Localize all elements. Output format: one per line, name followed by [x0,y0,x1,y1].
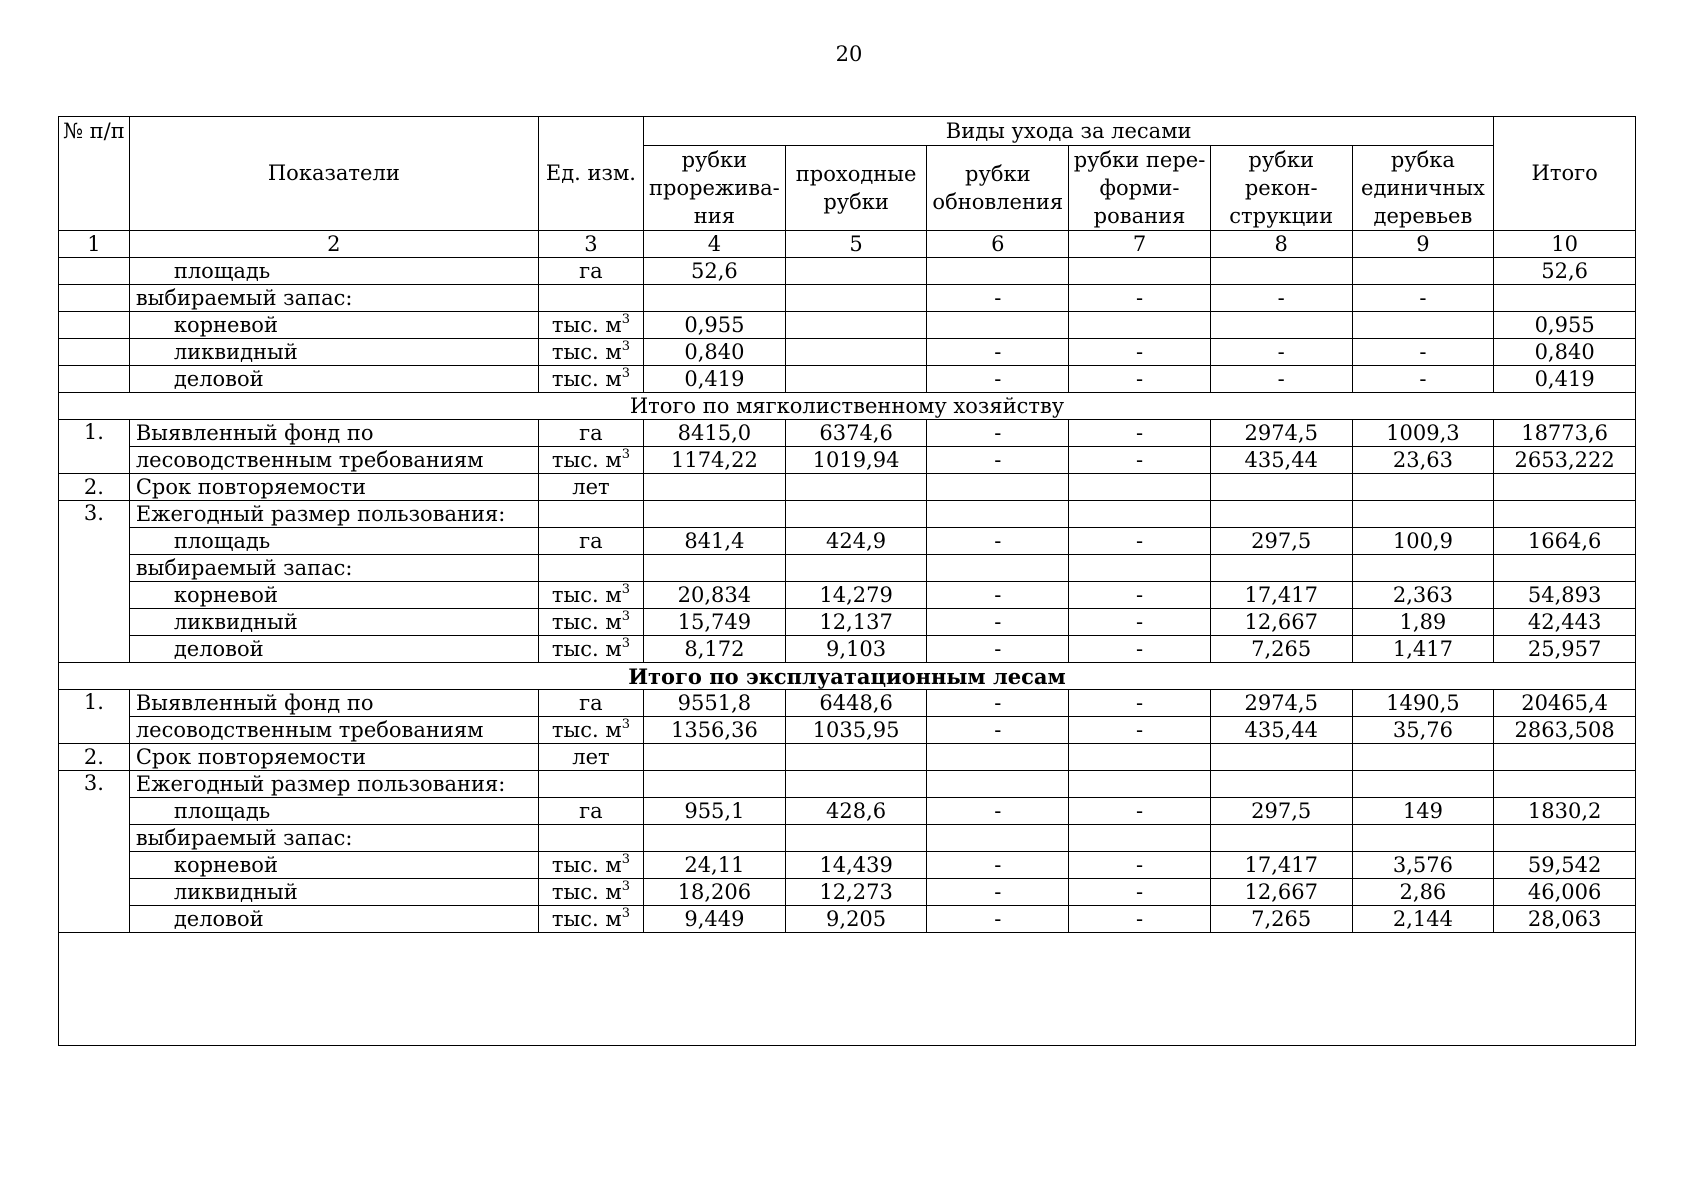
unit-text: тыс. м [551,636,622,661]
value-cell: 1830,2 [1494,798,1636,825]
table-row [59,771,1636,798]
col-number: 6 [927,231,1069,258]
indicator-label: ликвидный [129,609,538,636]
unit-text: тыс. м [551,906,622,931]
value-cell: - [1069,528,1211,555]
value-cell: 955,1 [644,798,786,825]
value-cell: 14,439 [785,852,927,879]
value-cell [1352,771,1494,798]
value-cell [785,501,927,528]
value-cell [1352,825,1494,852]
value-cell: 35,76 [1352,717,1494,744]
table-row [59,366,1636,393]
value-cell: 3,576 [1352,852,1494,879]
value-cell: 1664,6 [1494,528,1636,555]
indicator-label: выбираемый запас: [129,555,538,582]
unit-superscript: 3 [621,581,630,597]
unit-cell [538,447,643,474]
value-cell: 1,89 [1352,609,1494,636]
value-cell [927,744,1069,771]
value-cell: 0,840 [1494,339,1636,366]
value-cell [1069,258,1211,285]
value-cell: 9,103 [785,636,927,663]
value-cell: - [1069,285,1211,312]
table-row [59,258,1636,285]
header-indicators: Показатели [129,117,538,231]
indicator-label: деловой [129,636,538,663]
indicator-label: Ежегодный размер пользования: [129,501,538,528]
unit-superscript: 3 [621,878,630,894]
value-cell: 23,63 [1352,447,1494,474]
value-cell [927,501,1069,528]
value-cell [785,366,927,393]
table-row [59,582,1636,609]
value-cell: 8,172 [644,636,786,663]
value-cell: 54,893 [1494,582,1636,609]
value-cell: 6448,6 [785,690,927,717]
page-number: 20 [835,42,863,66]
indicator-label: деловой [129,906,538,933]
col-number: 9 [1352,231,1494,258]
unit-superscript: 3 [621,446,630,462]
table-row [59,744,1636,771]
value-cell: - [1069,609,1211,636]
unit-text: тыс. м [551,366,622,391]
value-cell: - [1210,285,1352,312]
unit-text: тыс. м [551,312,622,337]
indicator-label: выбираемый запас: [129,285,538,312]
value-cell [644,474,786,501]
value-cell: 2,144 [1352,906,1494,933]
value-cell: - [927,339,1069,366]
unit-superscript: 3 [621,905,630,921]
value-cell: - [1069,798,1211,825]
value-cell: - [927,582,1069,609]
value-cell: 100,9 [1352,528,1494,555]
unit-cell [538,312,643,339]
header-col-passing: проходные рубки [785,146,927,231]
value-cell [1494,744,1636,771]
value-cell [644,744,786,771]
value-cell [1210,555,1352,582]
value-cell: - [1069,879,1211,906]
col-number: 5 [785,231,927,258]
unit-text: тыс. м [551,852,622,877]
value-cell: 435,44 [1210,447,1352,474]
value-cell: - [1069,339,1211,366]
unit-superscript: 3 [621,338,630,354]
value-cell: 1019,94 [785,447,927,474]
unit-superscript: 3 [621,311,630,327]
value-cell [927,771,1069,798]
unit-superscript: 3 [621,716,630,732]
row-number [59,366,130,393]
value-cell [1352,474,1494,501]
value-cell: 424,9 [785,528,927,555]
empty-footer-row [59,933,1636,1046]
column-numbers-row [59,231,1636,258]
value-cell [644,501,786,528]
value-cell [1069,474,1211,501]
indicator-label: Срок повторяемости [129,744,538,771]
value-cell: 2974,5 [1210,690,1352,717]
indicator-label: деловой [129,366,538,393]
row-number [59,258,130,285]
value-cell: 0,955 [1494,312,1636,339]
value-cell: - [1069,690,1211,717]
indicator-label: выбираемый запас: [129,825,538,852]
value-cell: 0,840 [644,339,786,366]
value-cell [785,258,927,285]
table-row [59,501,1636,528]
unit-superscript: 3 [621,365,630,381]
value-cell [785,771,927,798]
value-cell [1352,312,1494,339]
value-cell: - [1069,420,1211,447]
unit-cell [538,582,643,609]
value-cell: - [927,798,1069,825]
value-cell: 46,006 [1494,879,1636,906]
row-number: 1. [59,690,130,744]
header-col-reformation: рубки пере-форми-рования [1069,146,1211,231]
value-cell [785,312,927,339]
indicator-label: ликвидный [129,339,538,366]
table-row [59,906,1636,933]
value-cell: - [927,906,1069,933]
value-cell [644,825,786,852]
unit-cell: лет [538,744,643,771]
unit-superscript: 3 [621,851,630,867]
unit-text: тыс. м [551,879,622,904]
unit-cell [538,501,643,528]
value-cell: 1356,36 [644,717,786,744]
value-cell: - [927,879,1069,906]
unit-cell [538,771,643,798]
value-cell: 0,419 [644,366,786,393]
table-row [59,339,1636,366]
value-cell: 14,279 [785,582,927,609]
value-cell: 2653,222 [1494,447,1636,474]
value-cell [644,285,786,312]
unit-text: тыс. м [551,609,622,634]
header-col-single-trees: рубка единичных деревьев [1352,146,1494,231]
value-cell: - [1069,582,1211,609]
col-number: 8 [1210,231,1352,258]
value-cell [1069,825,1211,852]
unit-cell [538,339,643,366]
row-number: 3. [59,771,130,933]
section-title: Итого по эксплуатационным лесам [59,663,1636,690]
value-cell: 9,449 [644,906,786,933]
value-cell [927,258,1069,285]
value-cell: 18,206 [644,879,786,906]
unit-cell: га [538,420,643,447]
table-row [59,528,1636,555]
value-cell: 17,417 [1210,582,1352,609]
value-cell: 6374,6 [785,420,927,447]
header-col-reconstruction: рубки рекон-струкции [1210,146,1352,231]
value-cell [1069,771,1211,798]
value-cell [644,771,786,798]
unit-cell [538,285,643,312]
value-cell: 15,749 [644,609,786,636]
value-cell: 2974,5 [1210,420,1352,447]
value-cell: - [1069,906,1211,933]
value-cell: - [927,690,1069,717]
indicator-label: площадь [129,258,538,285]
unit-cell [538,636,643,663]
forest-care-table [58,116,1636,1046]
value-cell: 2,86 [1352,879,1494,906]
value-cell: 52,6 [644,258,786,285]
header-num: № п/п [59,117,130,231]
value-cell: - [1352,285,1494,312]
header-col-renewal: рубки обновления [927,146,1069,231]
col-number: 7 [1069,231,1211,258]
value-cell: 297,5 [1210,528,1352,555]
value-cell: 20465,4 [1494,690,1636,717]
table-row [59,474,1636,501]
value-cell: 52,6 [1494,258,1636,285]
value-cell [1069,312,1211,339]
unit-text: тыс. м [551,717,622,742]
value-cell [785,339,927,366]
value-cell: - [1069,366,1211,393]
header-unit: Ед. изм. [538,117,643,231]
indicator-label: корневой [129,852,538,879]
value-cell [1494,771,1636,798]
unit-text: тыс. м [551,339,622,364]
unit-cell [538,825,643,852]
indicator-label: корневой [129,312,538,339]
table-row [59,609,1636,636]
value-cell: - [1069,636,1211,663]
value-cell: 1035,95 [785,717,927,744]
row-number [59,312,130,339]
value-cell: 0,419 [1494,366,1636,393]
value-cell [1210,474,1352,501]
value-cell: - [927,285,1069,312]
unit-superscript: 3 [621,608,630,624]
col-number: 1 [59,231,130,258]
unit-cell: га [538,690,643,717]
value-cell [1069,501,1211,528]
unit-cell: га [538,258,643,285]
value-cell: 1,417 [1352,636,1494,663]
value-cell: 7,265 [1210,636,1352,663]
row-number: 3. [59,501,130,663]
value-cell [1210,825,1352,852]
unit-cell [538,609,643,636]
value-cell [1069,744,1211,771]
table-row [59,717,1636,744]
empty-area [59,933,1636,1046]
value-cell: 2,363 [1352,582,1494,609]
value-cell: 20,834 [644,582,786,609]
unit-text: тыс. м [551,447,622,472]
indicator-label: Выявленный фонд по [129,420,538,447]
value-cell [927,555,1069,582]
table-row [59,852,1636,879]
value-cell [1494,825,1636,852]
value-cell: - [927,528,1069,555]
unit-cell [538,879,643,906]
value-cell: 1174,22 [644,447,786,474]
value-cell: 9551,8 [644,690,786,717]
value-cell [927,474,1069,501]
table-row [59,420,1636,447]
value-cell: - [927,717,1069,744]
value-cell: 297,5 [1210,798,1352,825]
section-title: Итого по мягколиственному хозяйству [59,393,1636,420]
value-cell [785,474,927,501]
value-cell: - [927,447,1069,474]
value-cell [785,744,927,771]
header-care-types: Виды ухода за лесами [644,117,1494,146]
value-cell: 12,667 [1210,609,1352,636]
value-cell: 435,44 [1210,717,1352,744]
value-cell: - [1069,447,1211,474]
unit-superscript: 3 [621,635,630,651]
value-cell: 1009,3 [1352,420,1494,447]
section-title-row [59,663,1636,690]
value-cell [1494,501,1636,528]
unit-cell: лет [538,474,643,501]
unit-text: тыс. м [551,582,622,607]
unit-cell: га [538,528,643,555]
section-title-row [59,393,1636,420]
value-cell: - [927,366,1069,393]
value-cell [1069,555,1211,582]
table-row [59,285,1636,312]
value-cell: - [1069,717,1211,744]
value-cell: 9,205 [785,906,927,933]
value-cell: - [927,609,1069,636]
table-row [59,636,1636,663]
value-cell: 18773,6 [1494,420,1636,447]
value-cell [785,285,927,312]
value-cell: 12,667 [1210,879,1352,906]
row-number: 1. [59,420,130,474]
value-cell [1352,501,1494,528]
value-cell: 2863,508 [1494,717,1636,744]
value-cell: 428,6 [785,798,927,825]
unit-cell [538,555,643,582]
value-cell: - [1069,852,1211,879]
value-cell: - [1352,339,1494,366]
value-cell [1494,285,1636,312]
table-row [59,798,1636,825]
unit-cell [538,717,643,744]
value-cell [1352,555,1494,582]
unit-cell [538,852,643,879]
value-cell: 1490,5 [1352,690,1494,717]
unit-cell: га [538,798,643,825]
indicator-label: Выявленный фонд по [129,690,538,717]
value-cell: 7,265 [1210,906,1352,933]
value-cell: 28,063 [1494,906,1636,933]
value-cell [785,825,927,852]
table-row [59,690,1636,717]
value-cell [1494,555,1636,582]
indicator-label: корневой [129,582,538,609]
value-cell [1210,501,1352,528]
value-cell: 8415,0 [644,420,786,447]
indicator-label: лесоводственным требованиям [129,447,538,474]
unit-cell [538,906,643,933]
value-cell: 12,137 [785,609,927,636]
row-number: 2. [59,474,130,501]
header-total: Итого [1494,117,1636,231]
indicator-label: площадь [129,528,538,555]
unit-cell [538,366,643,393]
value-cell: 25,957 [1494,636,1636,663]
header-col-thinning: рубки прорежива-ния [644,146,786,231]
value-cell [1210,312,1352,339]
value-cell [927,825,1069,852]
value-cell: 24,11 [644,852,786,879]
value-cell: - [927,636,1069,663]
row-number: 2. [59,744,130,771]
indicator-label: Ежегодный размер пользования: [129,771,538,798]
indicator-label: площадь [129,798,538,825]
value-cell [1494,474,1636,501]
col-number: 10 [1494,231,1636,258]
value-cell: - [1210,339,1352,366]
value-cell: - [1210,366,1352,393]
value-cell: - [927,852,1069,879]
indicator-label: Срок повторяемости [129,474,538,501]
value-cell [1352,258,1494,285]
col-number: 3 [538,231,643,258]
value-cell [644,555,786,582]
value-cell: 12,273 [785,879,927,906]
table-row [59,312,1636,339]
table-row [59,825,1636,852]
table-row [59,879,1636,906]
row-number [59,339,130,366]
value-cell [1210,744,1352,771]
value-cell: 841,4 [644,528,786,555]
col-number: 4 [644,231,786,258]
value-cell: 42,443 [1494,609,1636,636]
row-number [59,285,130,312]
value-cell: 0,955 [644,312,786,339]
value-cell: - [927,420,1069,447]
value-cell: - [1352,366,1494,393]
value-cell [1210,771,1352,798]
indicator-label: лесоводственным требованиям [129,717,538,744]
value-cell [1352,744,1494,771]
indicator-label: ликвидный [129,879,538,906]
value-cell [785,555,927,582]
table-row [59,447,1636,474]
col-number: 2 [129,231,538,258]
table-row [59,555,1636,582]
value-cell [927,312,1069,339]
value-cell: 17,417 [1210,852,1352,879]
value-cell: 149 [1352,798,1494,825]
value-cell [1210,258,1352,285]
value-cell: 59,542 [1494,852,1636,879]
